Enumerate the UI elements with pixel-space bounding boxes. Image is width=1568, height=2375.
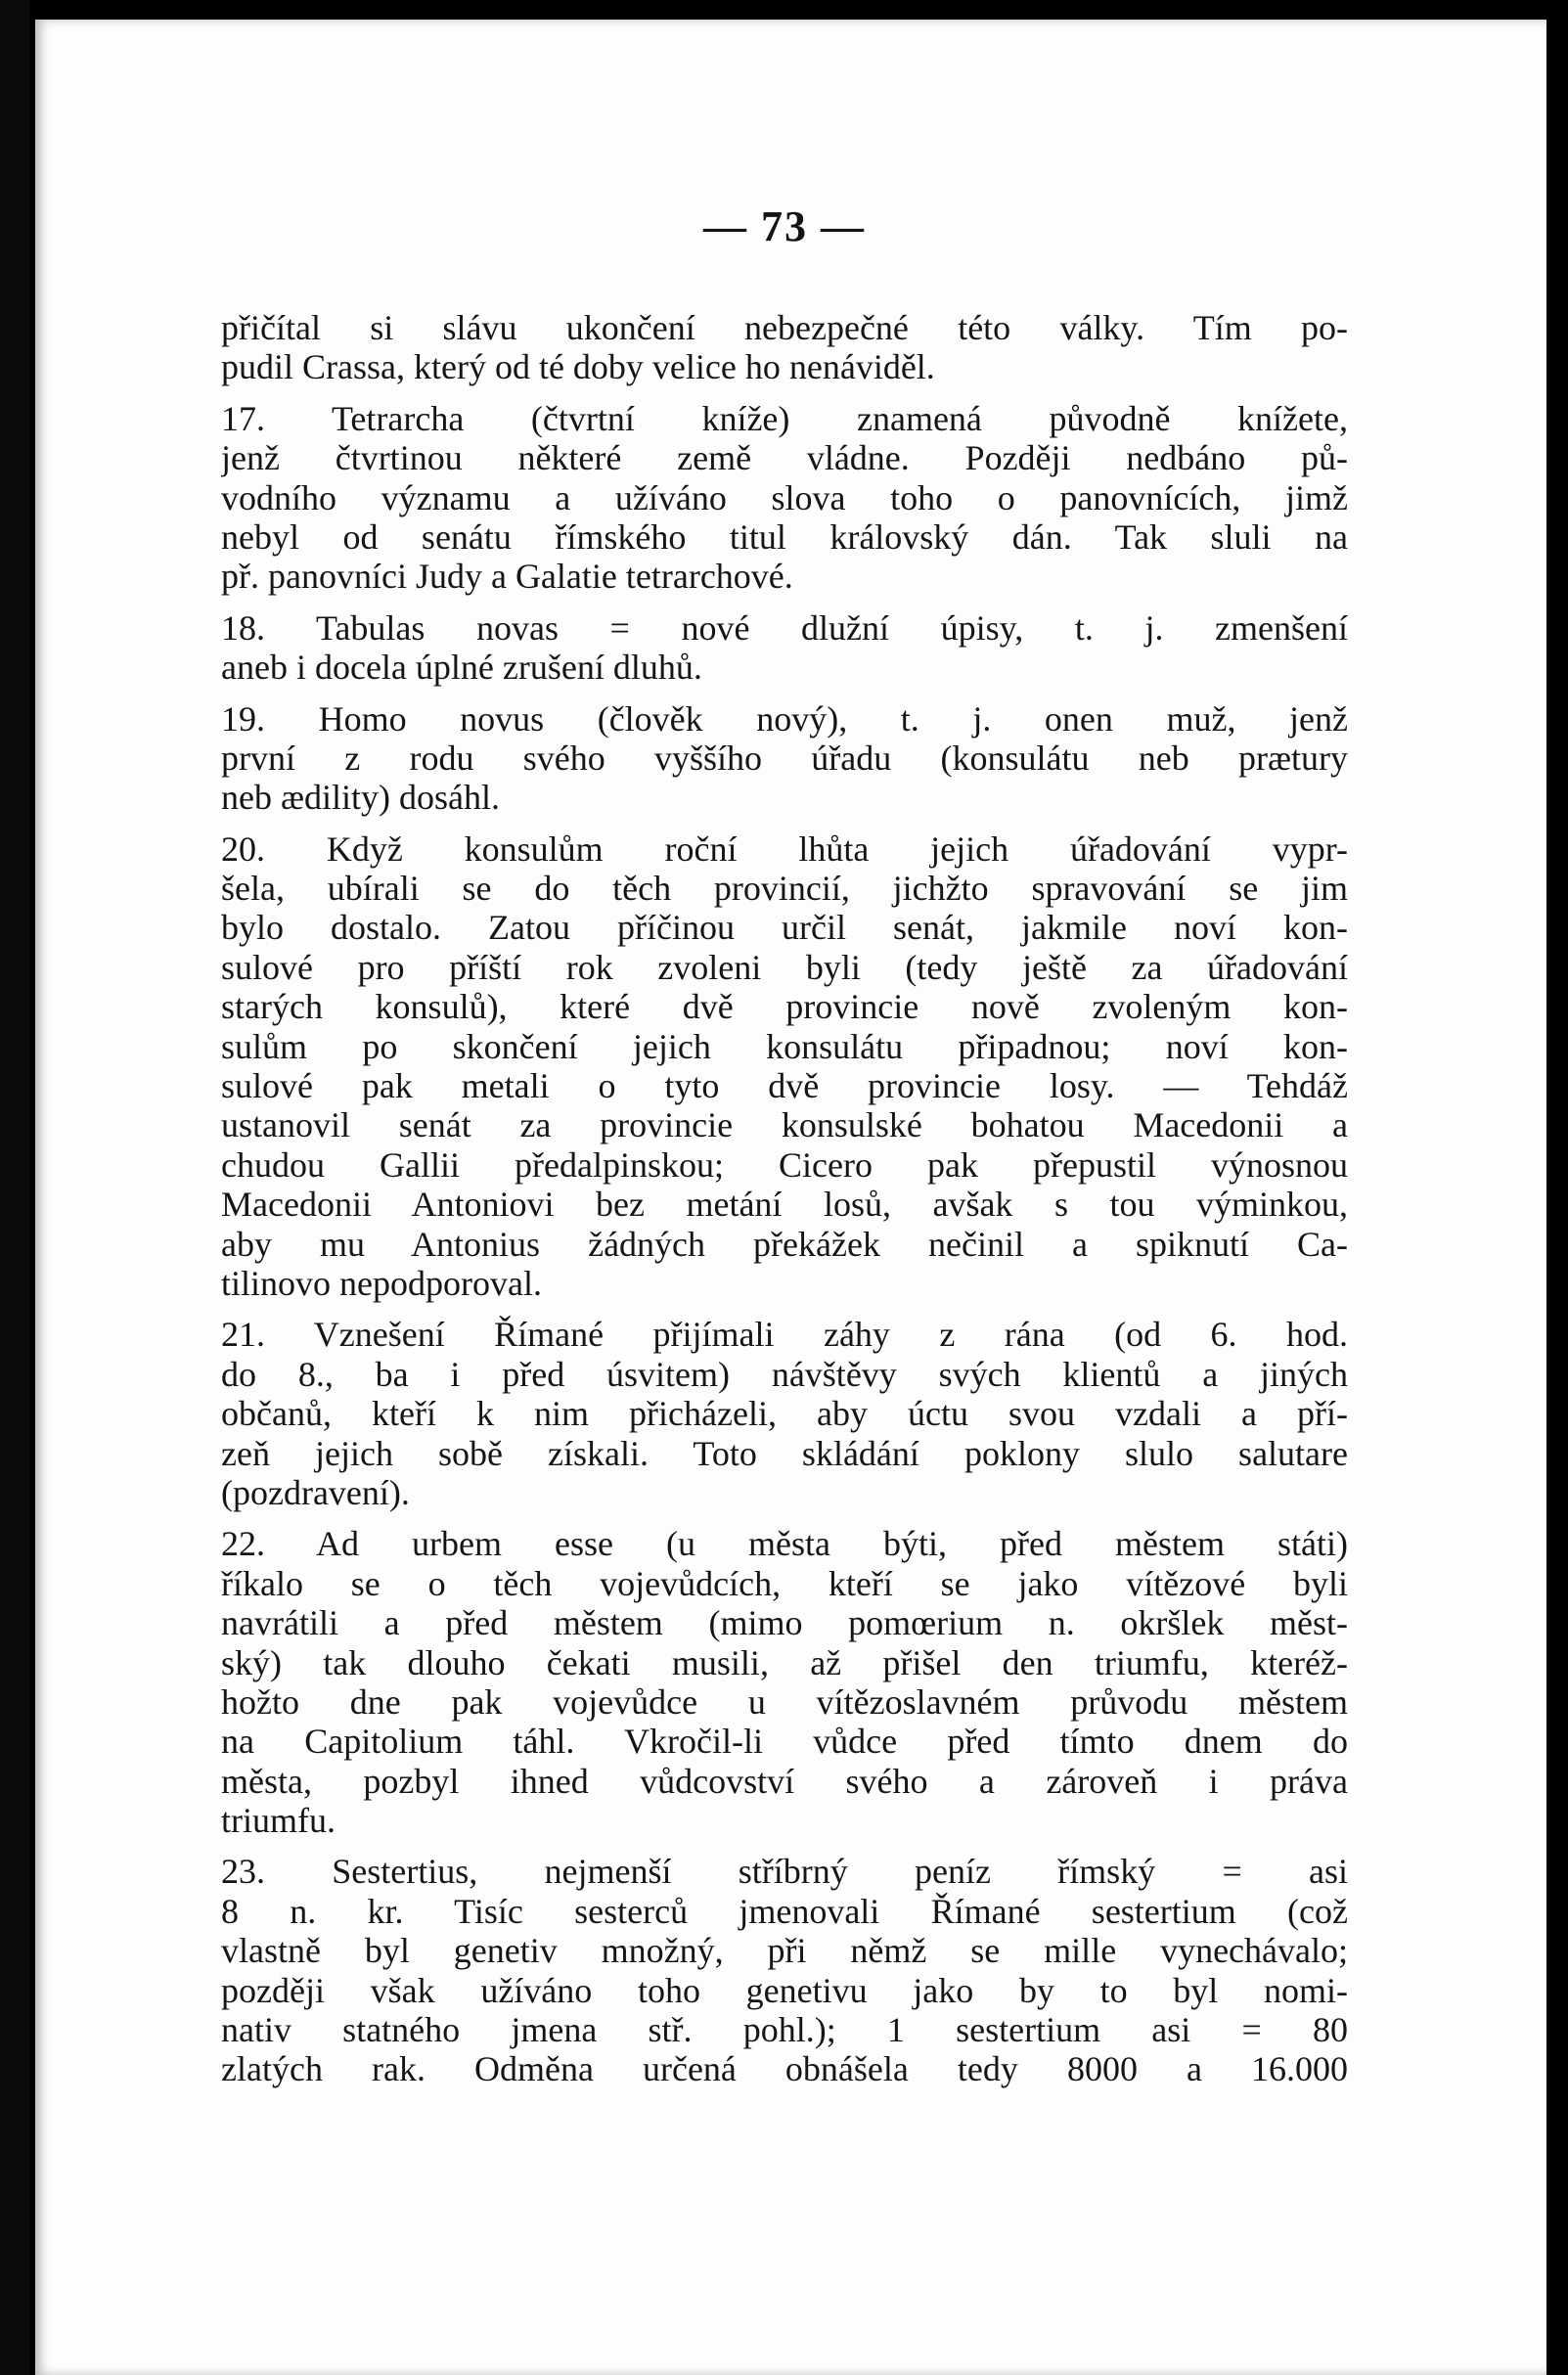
text-line: bylo dostalo. Zatou příčinou určil senát, jakmile noví kon- xyxy=(221,908,1348,948)
paragraph-gap xyxy=(221,597,1348,608)
text-line: pudil Crassa, který od té doby velice ho nenáviděl. xyxy=(221,347,935,387)
text-line: neb ædility) dosáhl. xyxy=(221,778,500,818)
text-line: triumfu. xyxy=(221,1801,336,1841)
text-line: zeň jejich sobě získali. Toto skládání poklony slulo salutare xyxy=(221,1433,1348,1473)
text-line: 22. Ad urbem esse (u města býti, před městem státi) xyxy=(221,1524,1348,1564)
paragraph-gap xyxy=(221,1303,1348,1315)
text-line: 21. Vznešení Římané přijímali záhy z rána (od 6. hod. xyxy=(221,1315,1348,1355)
book-page xyxy=(35,20,1546,2375)
text-line: na Capitolium táhl. Vkročil-li vůdce před tímto dnem do xyxy=(221,1722,1348,1762)
text-line: starých konsulů), které dvě provincie nově zvoleným kon- xyxy=(221,987,1348,1027)
text-line: sulové pro příští rok zvoleni byli (tedy ještě za úřadování xyxy=(221,947,1348,987)
text-line: př. panovníci Judy a Galatie tetrarchové. xyxy=(221,557,793,597)
text-line: první z rodu svého vyššího úřadu (konsulátu neb prætury xyxy=(221,738,1348,778)
paragraph-gap xyxy=(221,1840,1348,1852)
page-number: — 73 — xyxy=(703,202,866,250)
text-line: do 8., ba i před úsvitem) návštěvy svých klientů a jiných xyxy=(221,1354,1348,1394)
text-line: ský) tak dlouho čekati musili, až přišel den triumfu, kteréž- xyxy=(221,1642,1348,1682)
text-line: sulové pak metali o tyto dvě provincie losy. — Tehdáž xyxy=(221,1066,1348,1106)
paragraph-gap xyxy=(221,688,1348,699)
text-line: nativ statného jmena stř. pohl.); 1 sestertium asi = 80 xyxy=(221,2010,1348,2050)
text-line: 20. Když konsulům roční lhůta jejich úřadování vypr- xyxy=(221,829,1348,869)
text-line: (pozdravení). xyxy=(221,1472,410,1512)
text-line: zlatých rak. Odměna určená obnášela tedy 8000 a 16.000 xyxy=(221,2049,1348,2089)
text-line: říkalo se o těch vojevůdcích, kteří se jako vítězové byli xyxy=(221,1563,1348,1603)
text-line: 8 n. kr. Tisíc sesterců jmenovali Římané sestertium (což xyxy=(221,1891,1348,1931)
text-line: později však užíváno toho genetivu jako by to byl nomi- xyxy=(221,1970,1348,2010)
text-line: vodního významu a užíváno slova toho o panovnících, jimž xyxy=(221,477,1348,517)
text-line: šela, ubírali se do těch provincií, jichžto spravování se jim xyxy=(221,869,1348,909)
paragraph-gap xyxy=(221,818,1348,829)
text-line: vlastně byl genetiv množný, při němž se mille vynechávalo; xyxy=(221,1931,1348,1971)
text-line: 23. Sestertius, nejmenší stříbrný peníz římský = asi xyxy=(221,1852,1348,1892)
text-line: tilinovo nepodporoval. xyxy=(221,1263,542,1303)
text-line: nebyl od senátu římského titul královský dán. Tak sluli na xyxy=(221,516,1348,557)
text-line: Macedonii Antoniovi bez metání losů, avšak s tou výminkou, xyxy=(221,1185,1348,1225)
text-line: města, pozbyl ihned vůdcovství svého a zároveň i práva xyxy=(221,1761,1348,1801)
text-line: navrátili a před městem (mimo pomœrium n. okršlek měst- xyxy=(221,1603,1348,1643)
text-line: sulům po skončení jejich konsulátu připadnou; noví kon- xyxy=(221,1026,1348,1066)
text-line: 19. Homo novus (člověk nový), t. j. onen muž, jenž xyxy=(221,698,1348,739)
page-text xyxy=(221,184,1348,2089)
text-line: chudou Gallii předalpinskou; Cicero pak přepustil výnosnou xyxy=(221,1144,1348,1185)
text-line: aneb i docela úplné zrušení dluhů. xyxy=(221,648,702,688)
text-line: přičítal si slávu ukončení nebezpečné této války. Tím po- xyxy=(221,308,1348,347)
text-line: jenž čtvrtinou některé země vládne. Později nedbáno pů- xyxy=(221,438,1348,478)
scan-border xyxy=(0,0,29,2375)
paragraph-gap xyxy=(221,387,1348,399)
text-line: hožto dne pak vojevůdce u vítězoslavném průvodu městem xyxy=(221,1681,1348,1722)
text-line: ustanovil senát za provincie konsulské bohatou Macedonii a xyxy=(221,1105,1348,1145)
text-lines xyxy=(221,308,1348,2089)
text-line: 18. Tabulas novas = nové dlužní úpisy, t. j. zmenšení xyxy=(221,607,1348,648)
text-line: aby mu Antonius žádných překážek nečinil a spiknutí Ca- xyxy=(221,1224,1348,1264)
text-line: 17. Tetrarcha (čtvrtní kníže) znamená původně knížete, xyxy=(221,398,1348,438)
text-line: občanů, kteří k nim přicházeli, aby úctu svou vzdali a pří- xyxy=(221,1394,1348,1434)
paragraph-gap xyxy=(221,1512,1348,1524)
